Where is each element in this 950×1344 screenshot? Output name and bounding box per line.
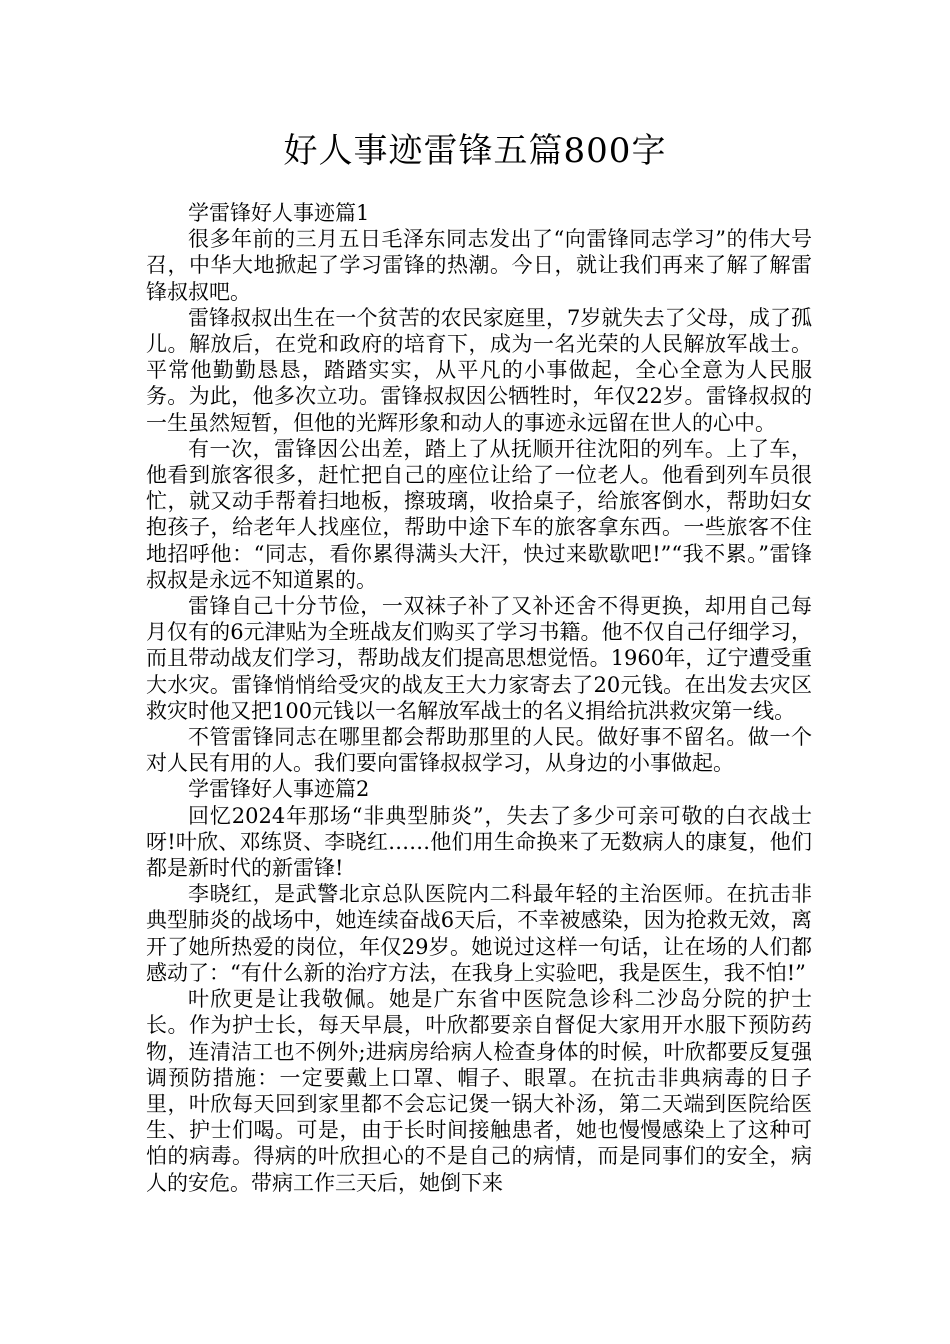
- section-heading-1: 学雷锋好人事迹篇1: [188, 201, 370, 225]
- paragraph: 不管雷锋同志在哪里都会帮助那里的人民。做好事不留名。做一个对人民有用的人。我们要向雷锋叔叔学习，从身边的小事做起。: [146, 725, 812, 776]
- paragraph: 雷锋自己十分节俭，一双袜子补了又补还舍不得更换，却用自己每月仅有的6元津贴为全班战友们购买了学习书籍。他不仅自己仔细学习，而且带动战友们学习，帮助战友们提高思想觉悟。1960年，辽宁遭受重大水灾。雷锋悄悄给受灾的战友王大力家寄去了20元钱。在出发去灾区救灾时他又把100元钱以一名解放军战士的名义捐给抗洪救灾第一线。: [146, 594, 812, 723]
- document-title: 好人事迹雷锋五篇800字: [283, 131, 667, 171]
- paragraph: 叶欣更是让我敬佩。她是广东省中医院急诊科二沙岛分院的护士长。作为护士长，每天早晨，叶欣都要亲自督促大家用开水服下预防药物，连清洁工也不例外;进病房给病人检查身体的时候，叶欣都要反复强调预防措施：一定要戴上口罩、帽子、眼罩。在抗击非典病毒的日子里，叶欣每天回到家里都不会忘记煲一锅大补汤，第二天端到医院给医生、护士们喝。可是，由于长时间接触患者，她也慢慢感染上了这种可怕的病毒。得病的叶欣担心的不是自己的病情，而是同事们的安全，病人的安危。带病工作三天后，她倒下来: [146, 987, 812, 1195]
- paragraph: 李晓红，是武警北京总队医院内二科最年轻的主治医师。在抗击非典型肺炎的战场中，她连续奋战6天后，不幸被感染，因为抢救无效，离开了她所热爱的岗位，年仅29岁。她说过这样一句话，让在场的人们都感动了：“有什么新的治疗方法，在我身上实验吧，我是医生，我不怕!”: [146, 882, 812, 985]
- paragraph: 雷锋叔叔出生在一个贫苦的农民家庭里，7岁就失去了父母，成了孤儿。解放后，在党和政府的培育下，成为一名光荣的人民解放军战士。平常他勤勤恳恳，踏踏实实，从平凡的小事做起，全心全意为人民服务。为此，他多次立功。雷锋叔叔因公牺牲时，年仅22岁。雷锋叔叔的一生虽然短暂，但他的光辉形象和动人的事迹永远留在世人的心中。: [146, 305, 812, 435]
- paragraph: 很多年前的三月五日毛泽东同志发出了“向雷锋同志学习”的伟大号召，中华大地掀起了学习雷锋的热潮。今日，就让我们再来了解了解雷锋叔叔吧。: [146, 227, 812, 304]
- section-heading-2: 学雷锋好人事迹篇2: [188, 777, 370, 802]
- document-body: [146, 200, 812, 1196]
- paragraph: 回忆2024年那场“非典型肺炎”，失去了多少可亲可敬的白衣战士呀!叶欣、邓练贤、李晓红……他们用生命换来了无数病人的康复，他们都是新时代的新雷锋!: [146, 803, 812, 881]
- paragraph: 有一次，雷锋因公出差，踏上了从抚顺开往沈阳的列车。上了车，他看到旅客很多，赶忙把自己的座位让给了一位老人。他看到列车员很忙，就又动手帮着扫地板，擦玻璃，收拾桌子，给旅客倒水，帮助妇女抱孩子，给老年人找座位，帮助中途下车的旅客拿东西。一些旅客不住地招呼他：“同志，看你累得满头大汗，快过来歇歇吧!”“我不累。”雷锋叔叔是永远不知道累的。: [146, 436, 812, 592]
